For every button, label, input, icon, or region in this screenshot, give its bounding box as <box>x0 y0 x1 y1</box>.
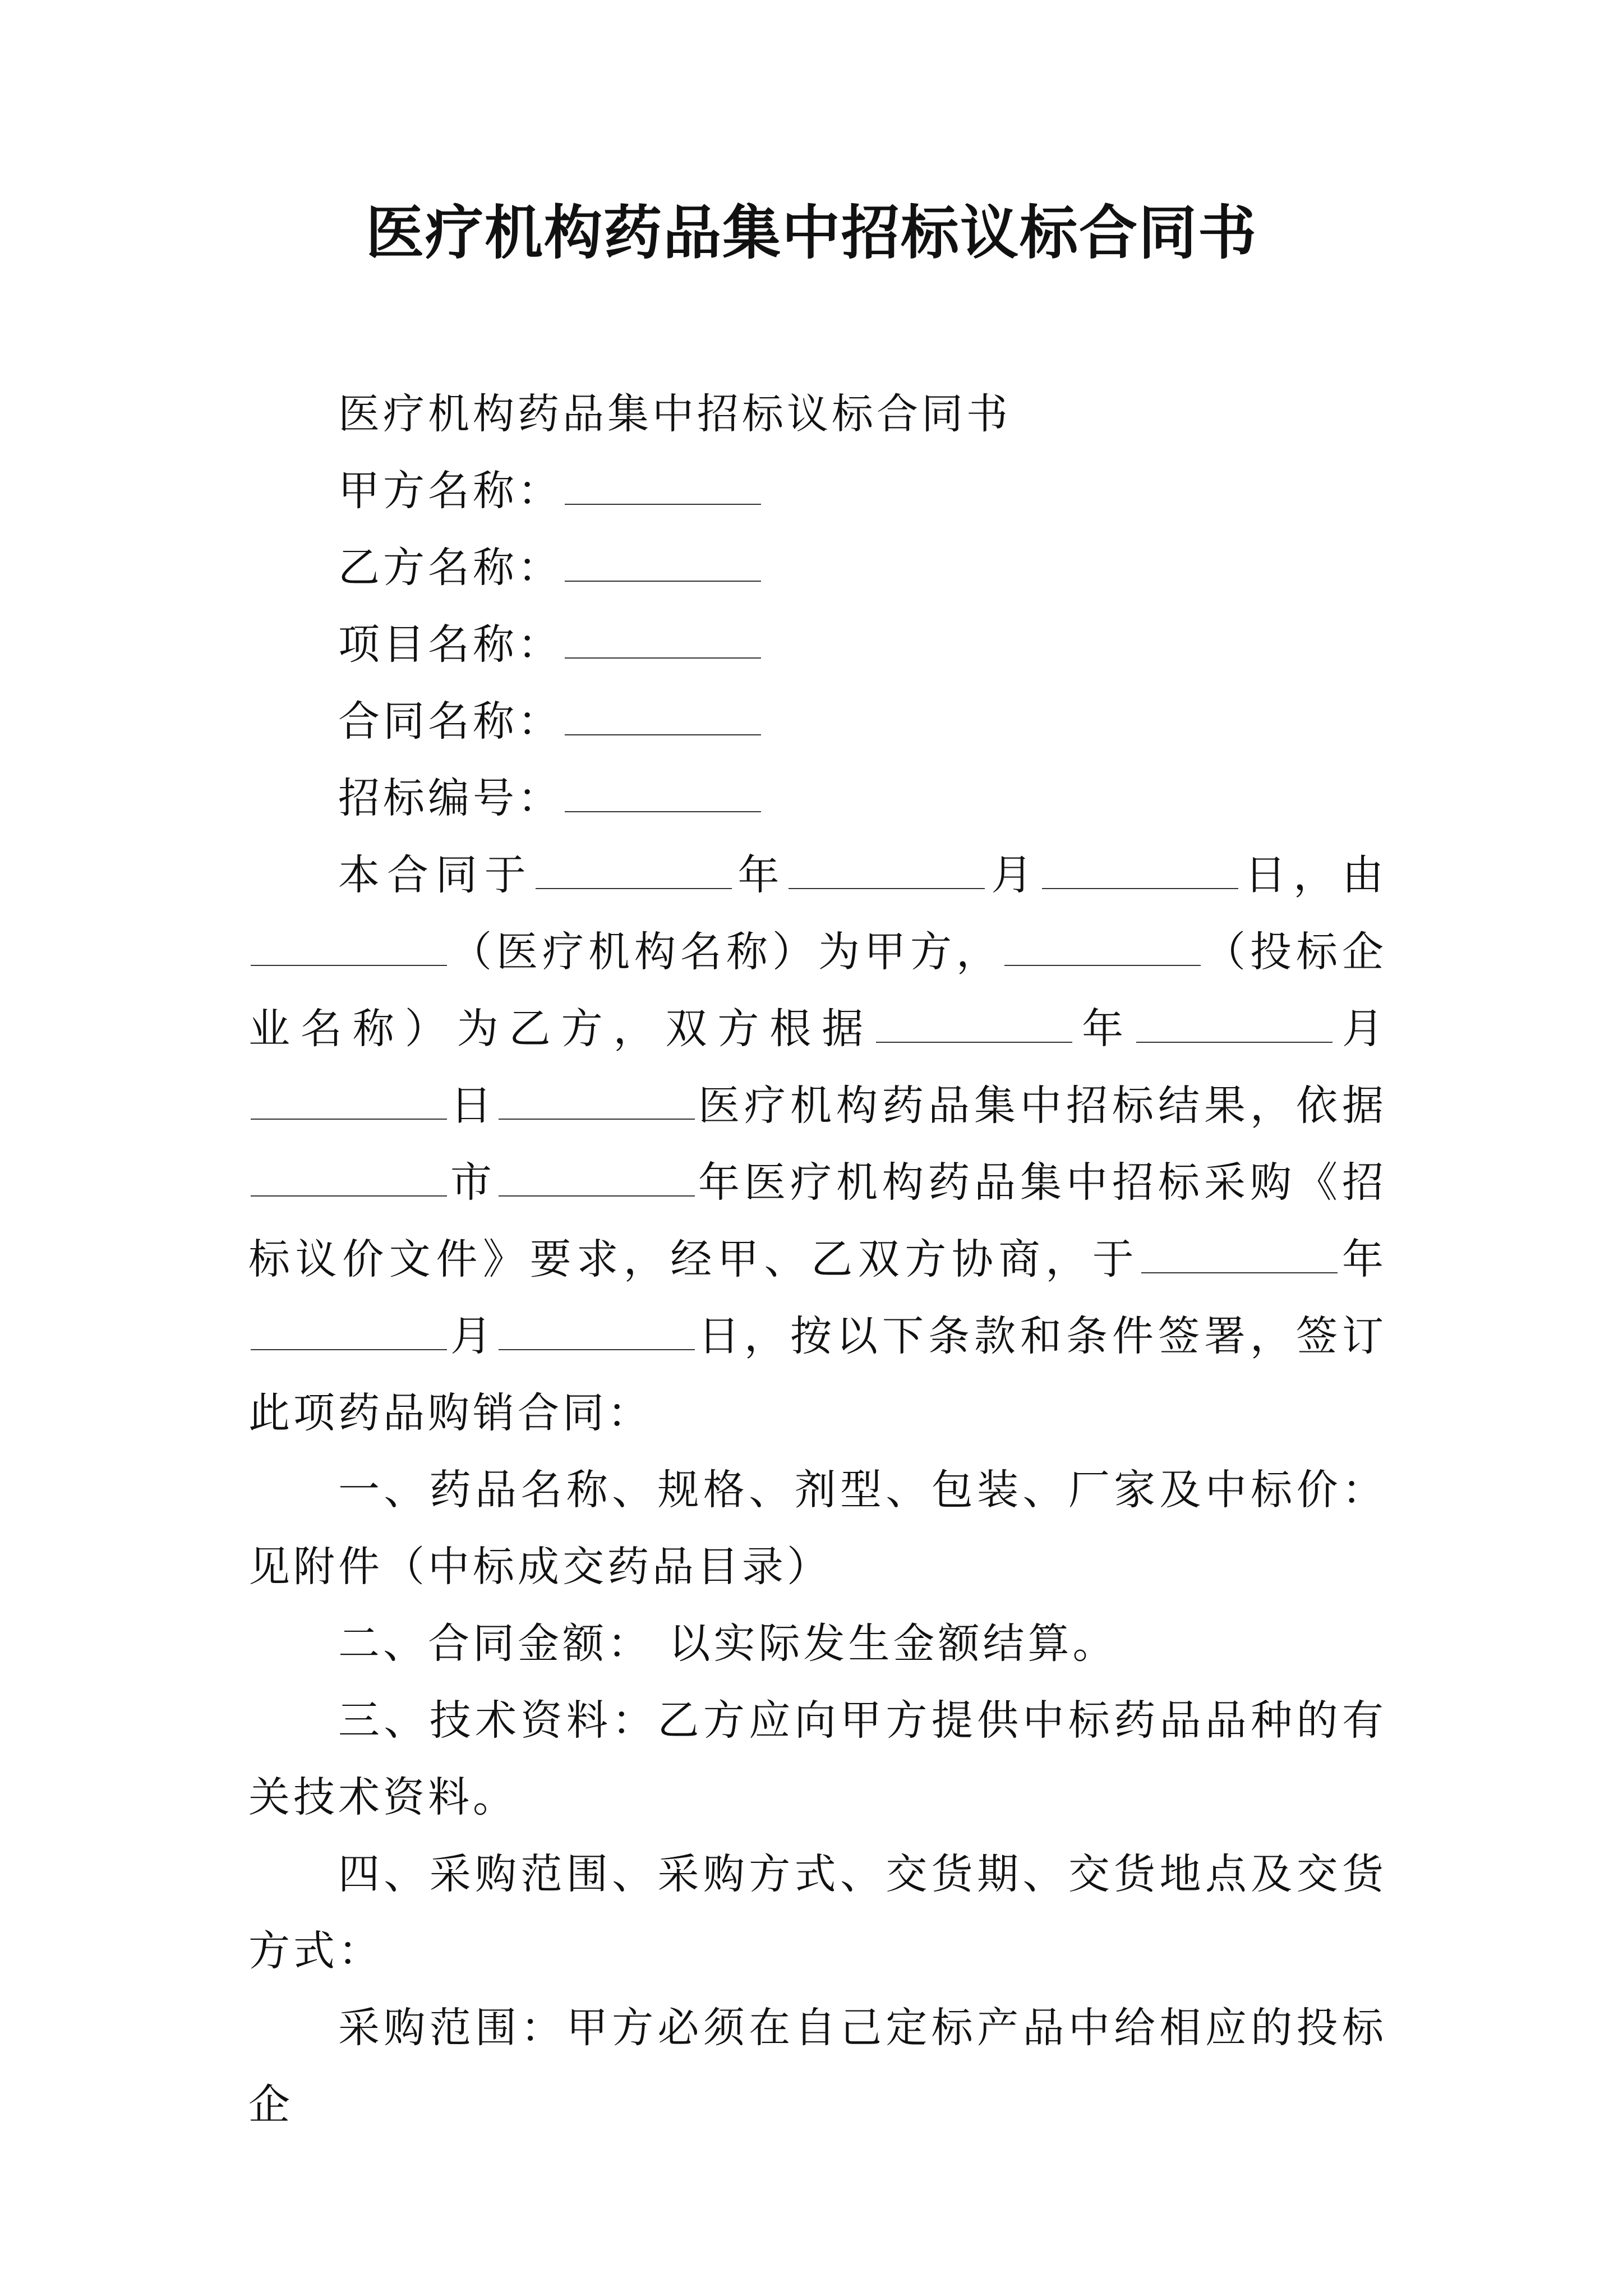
preamble-text: 本合同于 <box>338 851 533 899</box>
blank-line <box>565 541 761 582</box>
blank-line <box>876 1002 1072 1043</box>
field-label: 乙方名称： <box>338 544 562 592</box>
preamble-text: （医疗机构名称）为甲方， <box>449 928 1002 976</box>
field-party-a <box>248 453 1387 530</box>
preamble-text: 医疗机构药品集中招标结果，依据 <box>697 1082 1387 1130</box>
preamble-text: 年 <box>734 851 787 899</box>
blank-line <box>1042 849 1238 889</box>
blank-line <box>1141 1233 1338 1273</box>
clause-3: 三、技术资料：乙方应向甲方提供中标药品品种的有关技术资料。 <box>248 1696 1387 1821</box>
clause-1: 一、药品名称、规格、剂型、包装、厂家及中标价：见附件（中标成交药品目录） <box>248 1466 1387 1591</box>
field-label: 甲方名称： <box>338 467 562 515</box>
preamble-text: 年医疗机构药品集中招标采购《招标议价文件》要求，经甲、乙双方协商，于 <box>248 1158 1387 1283</box>
blank-line <box>565 695 761 735</box>
blank-line <box>251 1310 447 1350</box>
clause-5: 采购范围：甲方必须在自己定标产品中给相应的投标企 <box>248 2004 1387 2129</box>
preamble-text: 年 <box>1340 1235 1387 1283</box>
blank-line <box>1136 1002 1332 1043</box>
preamble-text: 日 <box>449 1082 496 1130</box>
field-tender-number <box>248 760 1387 837</box>
field-party-b <box>248 530 1387 606</box>
preamble-text: 年 <box>1075 1005 1135 1053</box>
blank-line <box>251 1156 447 1197</box>
clause-4: 四、采购范围、采购方式、交货期、交货地点及交货方式： <box>248 1850 1387 1975</box>
preamble-text: 市 <box>449 1158 496 1207</box>
preamble-text: 月 <box>449 1312 496 1360</box>
preamble-paragraph <box>248 837 1387 1452</box>
blank-line <box>536 849 732 889</box>
preamble-text: 日，由 <box>1241 851 1387 899</box>
document-title: 医疗机构药品集中招标议标合同书 <box>365 199 1257 267</box>
clause-2: 二、合同金额： 以实际发生金额结算。 <box>338 1619 1118 1668</box>
field-label: 合同名称： <box>338 697 562 746</box>
blank-line <box>565 464 761 505</box>
document-subtitle: 医疗机构药品集中招标议标合同书 <box>338 390 1011 438</box>
blank-line <box>1004 926 1201 966</box>
preamble-text: （投标企业名称）为乙方，双方根据 <box>248 928 1387 1053</box>
field-contract <box>248 683 1387 760</box>
field-label: 招标编号： <box>338 774 562 822</box>
blank-line <box>251 926 447 966</box>
blank-line <box>565 772 761 812</box>
blank-line <box>499 1310 695 1350</box>
preamble-text: 月 <box>987 851 1040 899</box>
blank-line <box>565 618 761 659</box>
blank-line <box>251 1079 447 1120</box>
preamble-text: 月 <box>1335 1005 1387 1053</box>
document-body <box>248 376 1387 2143</box>
field-project <box>248 606 1387 683</box>
blank-line <box>499 1079 695 1120</box>
blank-line <box>789 849 985 889</box>
field-label: 项目名称： <box>338 620 562 669</box>
preamble-text: 日，按以下条款和条件签署，签订此项药品购销合同： <box>248 1312 1387 1437</box>
blank-line <box>499 1156 695 1197</box>
